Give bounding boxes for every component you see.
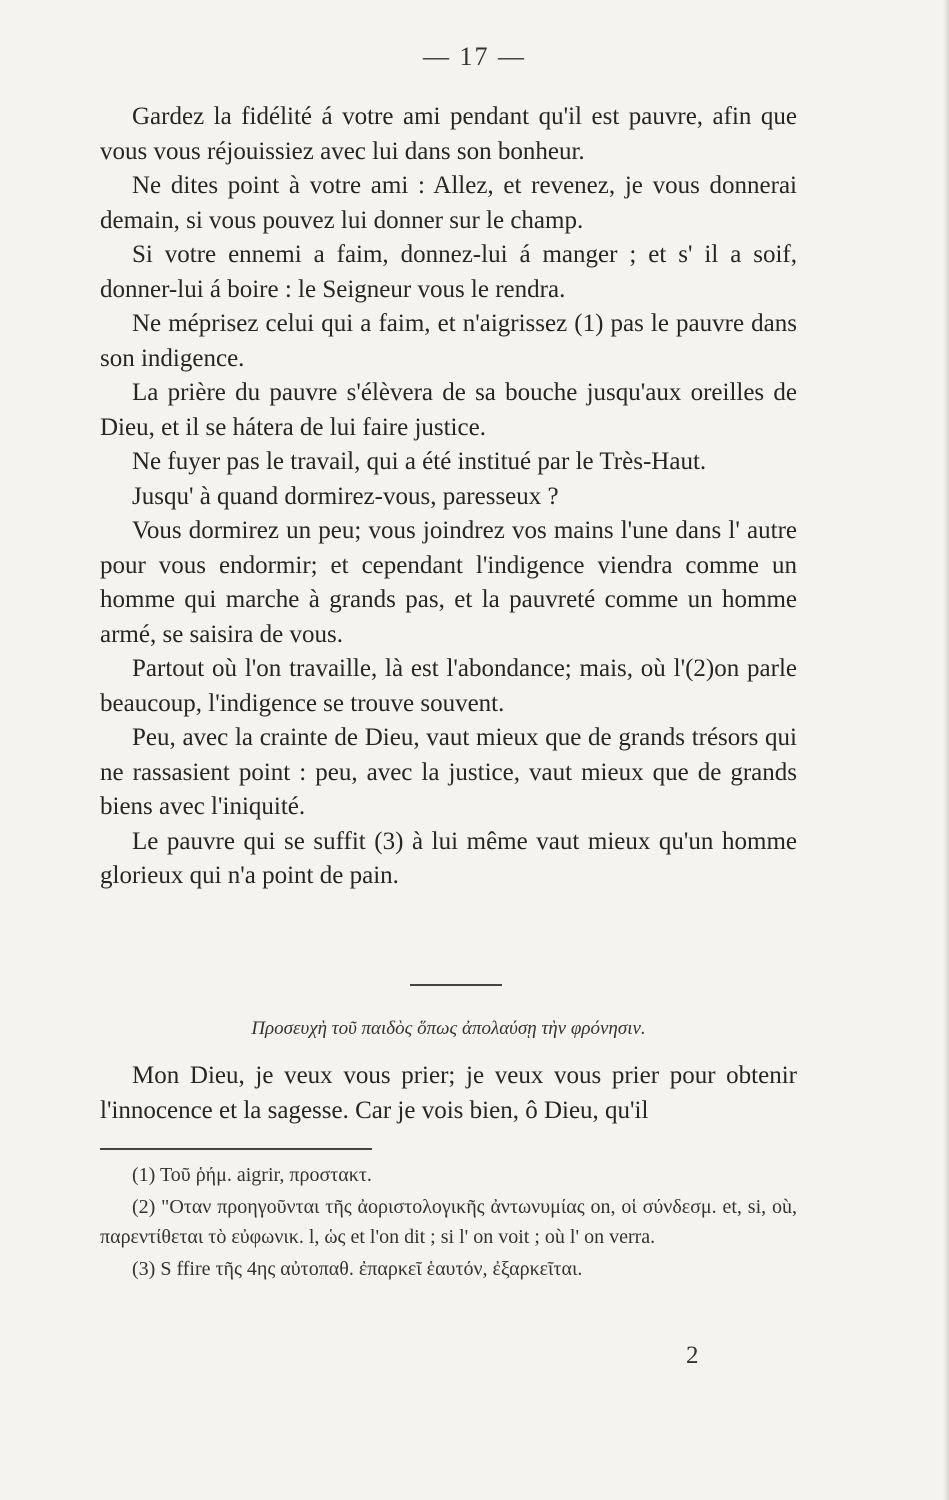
paragraph: Ne dites point à votre ami : Allez, et revenez, je vous donnerai demain, si vous pouvez lui donner sur le champ. xyxy=(100,172,797,234)
footnote: (2) "Οταν προηγοῦνται τῆς ἀοριστολογικῆς ἀντωνυμίας on, οἱ σύνδεσμ. et, si, où, παρεντίθεται τὸ εὐφωνικ. l, ὡς et l'on dit ; si l' on voit ; où l' on verra. xyxy=(100,1196,797,1248)
paragraph: Ne fuyer pas le travail, qui a été institué par le Très-Haut. xyxy=(132,448,707,475)
footnotes xyxy=(100,1160,797,1286)
paragraph: Partout où l'on travaille, là est l'abondance; mais, où l'(2)on parle beaucoup, l'indigence se trouve souvent. xyxy=(100,655,797,717)
signature-mark: 2 xyxy=(686,1342,699,1369)
prayer-paragraph: Mon Dieu, je veux vous prier; je veux vous prier pour obtenir l'innocence et la sagesse. Car je vois bien, ô Dieu, qu'il xyxy=(100,1062,797,1124)
paragraph: Si votre ennemi a faim, donnez-lui á manger ; et s' il a soif, donner-lui á boire : le Seigneur vous le rendra. xyxy=(100,241,797,303)
prayer-heading: Προσευχὴ τοῦ παιδὸς ὅπως ἀπολαύσῃ τὴν φρόνησιν. xyxy=(251,1018,646,1039)
section-divider xyxy=(410,984,502,986)
paragraph: La prière du pauvre s'élèvera de sa bouche jusqu'aux oreilles de Dieu, et il se hátera de lui faire justice. xyxy=(100,379,797,441)
paragraph: Le pauvre qui se suffit (3) à lui même vaut mieux qu'un homme glorieux qui n'a point de pain. xyxy=(100,827,797,889)
footnote: (3) S ffire τῆς 4ης αὐτοπαθ. ἐπαρκεῖ ἑαυτόν, ἐξαρκεῖται. xyxy=(132,1258,583,1280)
paragraph: Vous dormirez un peu; vous joindrez vos mains l'une dans l' autre pour vous endormir; et cependant l'indigence viendra comme un homme qui marche à grands pas, et la pauvreté comme un homme armé, se saisira de vous. xyxy=(100,517,797,648)
paragraph: Ne méprisez celui qui a faim, et n'aigrissez (1) pas le pauvre dans son indigence. xyxy=(100,310,797,372)
page-number: — 17 — xyxy=(423,42,526,71)
prayer-section xyxy=(100,1058,797,1128)
main-text xyxy=(100,100,797,894)
footnote-divider xyxy=(100,1148,372,1150)
paragraph: Jusqu' à quand dormirez-vous, paresseux ? xyxy=(132,482,559,510)
paragraph: Gardez la fidélité á votre ami pendant qu'il est pauvre, afin que vous vous réjouissiez avec lui dans son bonheur. xyxy=(100,103,797,165)
paragraph: Peu, avec la crainte de Dieu, vaut mieux que de grands trésors qui ne rassasient point : peu, avec la justice, vaut mieux que de grands biens avec l'iniquité. xyxy=(100,724,797,820)
footnote: (1) Τοῦ ῥήμ. aigrir, προστακτ. xyxy=(132,1164,372,1186)
page-edge-shadow xyxy=(943,0,949,1500)
